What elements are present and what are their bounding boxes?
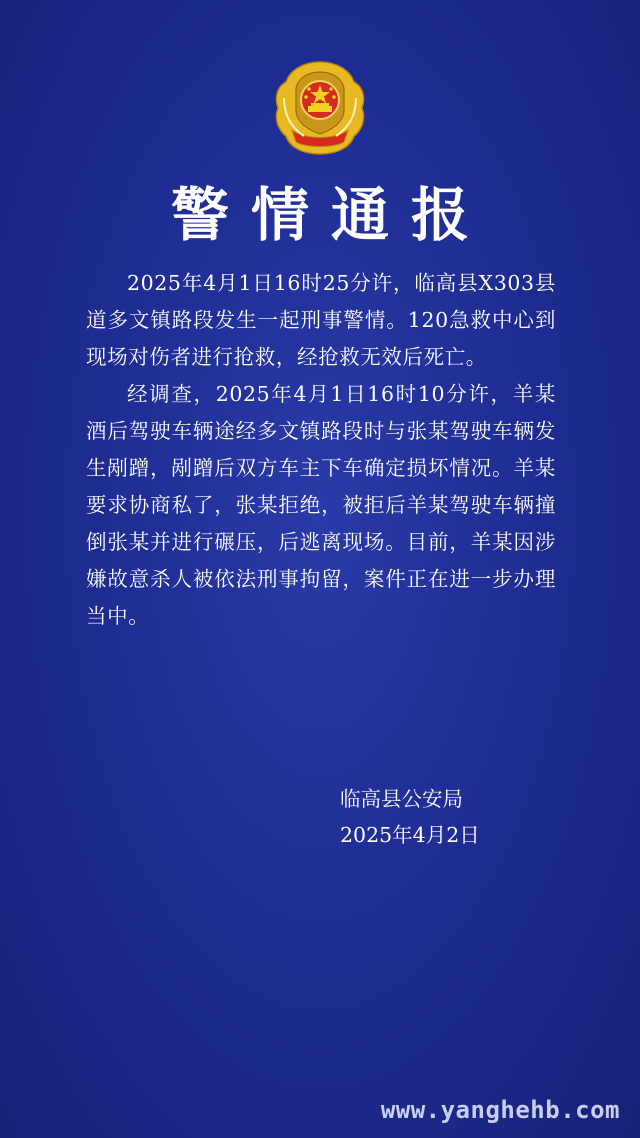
signature-organization: 临高县公安局 (340, 787, 463, 811)
notice-paragraph-2: 经调查，2025年4月1日16时10分许，羊某酒后驾驶车辆途经多文镇路段时与张某驾驶车辆发生剐蹭，剐蹭后双方车主下车确定损坏情况。羊某要求协商私了，张某拒绝，被拒后羊某驾驶车辆撞倒张某并进行碾压，后逃离现场。目前，羊某因涉嫌故意杀人被依法刑事拘留，案件正在进一步办理当中。 (86, 382, 556, 628)
notice-paragraph-1: 2025年4月1日16时25分许，临高县X303县道多文镇路段发生一起刑事警情。120急救中心到现场对伤者进行抢救，经抢救无效后死亡。 (86, 271, 556, 369)
notice-body (86, 265, 556, 635)
police-emblem-icon (270, 58, 370, 158)
signature-date: 2025年4月2日 (340, 823, 480, 847)
watermark-text: www.yanghehb.com (380, 1096, 620, 1124)
page-title: 警情通报 (170, 181, 491, 249)
